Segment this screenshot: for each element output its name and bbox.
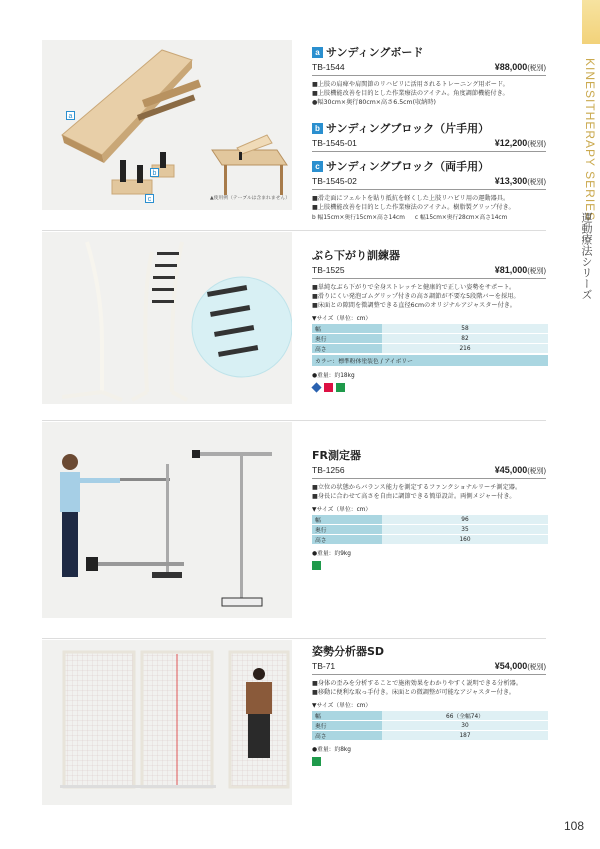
sanding-board-section [312, 44, 546, 107]
code-price-line: TB-1545-02 ¥13,300(税別) [312, 176, 546, 190]
adjuster-icon [324, 383, 333, 392]
series-title: KINESITHERAPY SERIES [583, 58, 597, 222]
table-row: 幅 96 [312, 515, 548, 525]
divider [42, 638, 546, 639]
sanding-board-photo [42, 40, 292, 210]
code-price-line: TB-71 ¥54,000(税別) [312, 661, 546, 675]
product-description: ■単純なぶら下がりで全身ストレッチと健康的で正しい姿勢をサポート。 ■滑りにくい発泡ゴムグリップ付きの高さ調節が不要な5段階バーを採用。 ■床面との隙間を微調整できる直径6cmのオリジナルアジャスター付き。 [312, 284, 520, 309]
block-dimensions: b 幅15cm×奥行15cm×高さ14cm c 幅15cm×奥行28cm×高さ14cm [312, 215, 508, 221]
table-row: 高さ 187 [312, 731, 548, 741]
fr-device-photo [42, 422, 292, 618]
delivery-icon [336, 383, 345, 392]
spec-table [312, 711, 548, 740]
product-description: ■上肢の肩痺や肩関節のリハビリに活用されるトレーニング用ボード。 ■上肢機能改善を目的とした作業療法のアイテム。角度調節機能付き。 ●幅30cm×奥行80cm×高さ6.5cm(収納時) [312, 81, 509, 106]
size-label: ▼サイズ（単位：cm） [312, 316, 372, 322]
product-description: ■立位の状態からバランス能力を測定するファンクショナルリーチ測定器。 ■身長に合わせて高さを自由に調節できる簡単設計。両側メジャー付き。 [312, 484, 522, 500]
feature-icons [312, 757, 546, 766]
table-row: 奥行 35 [312, 525, 548, 535]
feature-icons [312, 561, 546, 570]
code-price-line: TB-1256 ¥45,000(税別) [312, 465, 546, 479]
product-title [312, 44, 546, 60]
product-title: FR測定器 [312, 449, 361, 462]
label-c: c [145, 194, 154, 203]
product-title: ぶら下がり訓練器 [312, 249, 400, 262]
fr-device-section [312, 447, 546, 570]
delivery-icon [312, 561, 321, 570]
posture-analyzer-section [312, 643, 546, 766]
posture-analyzer-photo [42, 640, 292, 805]
badge-c: c [312, 161, 323, 172]
weight: ●重量：約9kg [312, 551, 351, 557]
series-tab [582, 0, 600, 44]
assembly-icon [311, 382, 321, 392]
badge-b: b [312, 123, 323, 134]
color-info: カラー：標準粉体塗装色 / アイボリー [312, 355, 548, 366]
product-title: 姿勢分析器SD [312, 645, 385, 658]
usage-note: ▲使用例（テーブルは含まれません） [210, 196, 291, 201]
product-price: ¥88,000(税別) [494, 62, 546, 72]
table-row: 幅 58 [312, 324, 548, 334]
divider [42, 230, 546, 231]
feature-icons [312, 383, 546, 392]
hanging-trainer-photo [42, 232, 292, 404]
size-label: ▼サイズ（単位：cm） [312, 507, 372, 513]
size-label: ▼サイズ（単位：cm） [312, 703, 372, 709]
divider [42, 420, 546, 421]
weight: ●重量：約18kg [312, 373, 355, 379]
table-row: 奥行 30 [312, 721, 548, 731]
label-b: b [150, 168, 159, 177]
product-description: ■身体の歪みを分析することで施術効果をわかりやすく説明できる分析器。 ■移動に便利な取っ手付き。床面との微調整が可能なアジャスター付き。 [312, 680, 523, 696]
product-title: c サンディングブロック（両手用） [312, 158, 546, 174]
table-row: 高さ 160 [312, 535, 548, 545]
code-price-line: TB-1525 ¥81,000(税別) [312, 265, 546, 279]
code-price-line: TB-1545-01 ¥12,200(税別) [312, 138, 546, 152]
table-row: 幅 66（全幅74） [312, 711, 548, 721]
table-row: 奥行 82 [312, 334, 548, 344]
product-code: TB-1544 [312, 62, 345, 72]
weight: ●重量：約8kg [312, 747, 351, 753]
delivery-icon [312, 757, 321, 766]
code-price-line [312, 62, 546, 76]
hanging-trainer-section [312, 247, 546, 392]
table-row: 高さ 216 [312, 344, 548, 354]
page-number: 108 [563, 819, 584, 833]
badge-a: a [312, 47, 323, 58]
spec-table [312, 515, 548, 544]
product-description: ■滑走面にフェルトを貼り抵抗を軽くした上肢リハビリ用の運動器具。 ■上肢機能改善を目的とした作業療法のアイテム。樹脂製グリップ付き。 [312, 195, 515, 211]
product-name: サンディングボード [326, 46, 424, 59]
series-title-jp: 運動療法シリーズ [580, 212, 593, 300]
label-a: a [66, 111, 75, 120]
sanding-block-section [312, 120, 546, 222]
spec-table [312, 324, 548, 353]
product-title: b サンディングブロック（片手用） [312, 120, 546, 136]
